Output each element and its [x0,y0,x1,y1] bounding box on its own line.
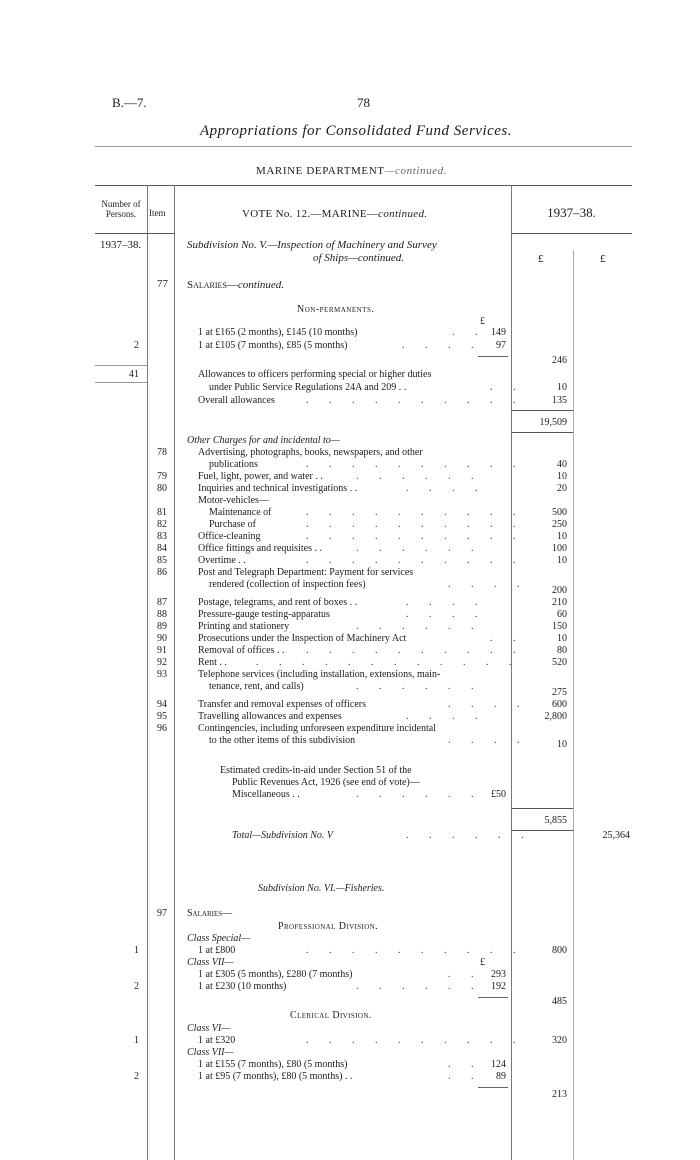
item-number: 88 [157,609,167,620]
total-subdivision-label: Total—Subdivision No. V [232,830,334,841]
total-subdivision-amount: 25,364 [602,830,630,841]
charge-text: Maintenance of [209,507,272,518]
charge-text-cont: publications [209,459,258,470]
persons-year: 1937–38. [100,239,142,251]
salary-row-text: 1 at £800 [198,945,236,956]
charge-text: Transfer and removal expenses of officers [198,699,367,710]
persons-count: 1 [134,945,139,956]
charge-amount: 20 [557,483,567,494]
salaries-heading: Salaries— [187,908,233,919]
class-heading: Class Special— [187,933,251,944]
charge-amount: 10 [557,531,567,542]
charge-text: Office-cleaning [198,531,261,542]
persons-total: 41 [129,369,139,380]
allowances-amount: 10 [557,382,567,393]
item-number: 86 [157,567,167,578]
item-number: 84 [157,543,167,554]
persons-column-divider [147,185,148,1160]
page-number: 78 [357,95,370,110]
charge-amount: 10 [557,633,567,644]
item-number: 91 [157,645,167,656]
class-heading: Class VII— [187,1047,234,1058]
charge-text: Rent . . [198,657,227,668]
allowances-text-cont: under Public Service Regulations 24A and 209 . . [209,382,407,393]
pound-sign-col2: £ [600,253,606,265]
charge-text: Inquiries and technical investigations . . [198,483,358,494]
charge-text: Postage, telegrams, and rent of boxes . . [198,597,358,608]
salary-row-amount: 97 [496,340,506,351]
subdivision-v-heading-cont: of Ships—continued. [313,252,405,264]
item-number: 94 [157,699,167,710]
overall-allowances-text: Overall allowances [198,395,275,406]
document-code: B.—7. [112,95,147,110]
subdivision-v-heading: Subdivision No. V.—Inspection of Machinery and Survey [187,239,437,251]
charge-amount: 150 [552,621,567,632]
salary-row-text: 1 at £305 (5 months), £280 (7 months) [198,969,353,980]
charge-text: Post and Telegraph Department: Payment for services [198,567,414,578]
salary-subtotal: 213 [552,1089,567,1100]
salary-amount: 800 [552,945,567,956]
item-number: 80 [157,483,167,494]
charge-amount: 100 [552,543,567,554]
charge-text: Removal of offices . . [198,645,285,656]
item-number: 93 [157,669,167,680]
item-number: 83 [157,531,167,542]
salary-row-text: 1 at £165 (2 months), £145 (10 months) [198,327,358,338]
charge-text: Travelling allowances and expenses [198,711,342,722]
charge-text: Advertising, photographs, books, newspapers, and other [198,447,423,458]
charge-amount: 10 [557,471,567,482]
item-column-divider [174,185,175,1160]
salary-row-text: 1 at £105 (7 months), £85 (5 months) [198,340,348,351]
persons-count: 1 [134,1035,139,1046]
item-number: 85 [157,555,167,566]
item-number: 95 [157,711,167,722]
salary-row-text: 1 at £155 (7 months), £80 (5 months) [198,1059,348,1070]
salary-row-text: 1 at £320 [198,1035,236,1046]
clerical-division-heading: Clerical Division. [290,1010,372,1021]
charge-text: Prosecutions under the Inspection of Machinery Act [198,633,407,644]
department-title: MARINE DEPARTMENT—continued. [256,165,448,177]
salary-row-amount: 89 [496,1071,506,1082]
salaries-total: 19,509 [539,417,567,428]
salaries-heading: Salaries—continued. [187,279,285,291]
header-underline-right [511,233,632,234]
salary-subtotal: 485 [552,996,567,1007]
credits-text-cont: Public Revenues Act, 1926 (see end of vote)— [232,777,420,788]
allowances-text: Allowances to officers performing special or higher duties [198,369,432,380]
charge-amount: 2,800 [544,711,567,722]
header-rule [95,146,632,147]
persons-count: 2 [134,1071,139,1082]
charge-text: Purchase of [209,519,256,530]
charge-amount: 520 [552,657,567,668]
pound-sign-col1: £ [538,253,544,265]
charge-text: Telephone services (including installation, extensions, main- [198,669,441,680]
item-number: 78 [157,447,167,458]
salary-amount: 320 [552,1035,567,1046]
charge-text-cont: rendered (collection of inspection fees) [209,579,366,590]
charge-amount: 500 [552,507,567,518]
salary-row-amount: 293 [491,969,506,980]
item-number: 92 [157,657,167,668]
item-number: 87 [157,597,167,608]
charge-text: Pressure-gauge testing-apparatus [198,609,330,620]
professional-division-heading: Professional Division. [278,921,379,932]
charge-amount: 275 [552,687,567,698]
item-number: 81 [157,507,167,518]
charge-amount: 200 [552,585,567,596]
pound-sign-inner: £ [480,316,485,327]
total-column-divider [573,250,574,1160]
credits-text-misc: Miscellaneous . . [232,789,300,800]
amount-column-divider [511,185,512,1160]
item-number: 82 [157,519,167,530]
persons-count: 2 [134,340,139,351]
charge-text-cont: tenance, rent, and calls) [209,681,304,692]
item-number: 90 [157,633,167,644]
non-permanents-heading: Non-permanents. [297,304,375,315]
item-column-header: Item [149,208,166,218]
pound-sign-inner: £ [480,957,485,968]
charge-text-cont: to the other items of this subdivision [209,735,356,746]
charge-text: Motor-vehicles— [198,495,269,506]
table-top-rule [95,185,632,186]
charge-amount: 600 [552,699,567,710]
credits-text: Estimated credits-in-aid under Section 51 of the [220,765,412,776]
charge-text: Contingencies, including unforeseen expenditure incidental [198,723,436,734]
vote-title: VOTE No. 12.—MARINE—continued. [242,208,428,220]
charge-text: Fuel, light, power, and water . . [198,471,323,482]
item-number: 97 [157,908,167,919]
persons-count: 2 [134,981,139,992]
class-heading: Class VII— [187,957,234,968]
class-heading: Class VI— [187,1023,231,1034]
salary-row-amount: 192 [491,981,506,992]
item-number: 96 [157,723,167,734]
year-column-header: 1937–38. [547,205,596,220]
charge-amount: 250 [552,519,567,530]
other-charges-total: 5,855 [544,815,567,826]
salary-row-amount: 149 [491,327,506,338]
subdivision-vi-heading: Subdivision No. VI.—Fisheries. [258,883,385,894]
charge-amount: 10 [557,739,567,750]
charge-text: Office fittings and requisites . . [198,543,322,554]
item-number: 77 [157,278,168,290]
item-number: 79 [157,471,167,482]
overall-allowances-amount: 135 [552,395,567,406]
item-number: 89 [157,621,167,632]
charge-amount: 80 [557,645,567,656]
credits-amount: £50 [491,789,506,800]
charge-amount: 210 [552,597,567,608]
charge-amount: 60 [557,609,567,620]
other-charges-heading: Other Charges for and incidental to— [187,435,340,446]
charge-amount: 40 [557,459,567,470]
charge-text: Printing and stationery [198,621,290,632]
salary-row-text: 1 at £95 (7 months), £80 (5 months) . . [198,1071,353,1082]
page-title: Appropriations for Consolidated Fund Services. [200,123,513,139]
persons-column-header: Number of Persons. [101,199,141,219]
charge-text: Overtime . . [198,555,246,566]
salary-row-amount: 124 [491,1059,506,1070]
salary-subtotal: 246 [552,355,567,366]
header-underline-left [95,233,175,234]
charge-amount: 10 [557,555,567,566]
salary-row-text: 1 at £230 (10 months) [198,981,287,992]
